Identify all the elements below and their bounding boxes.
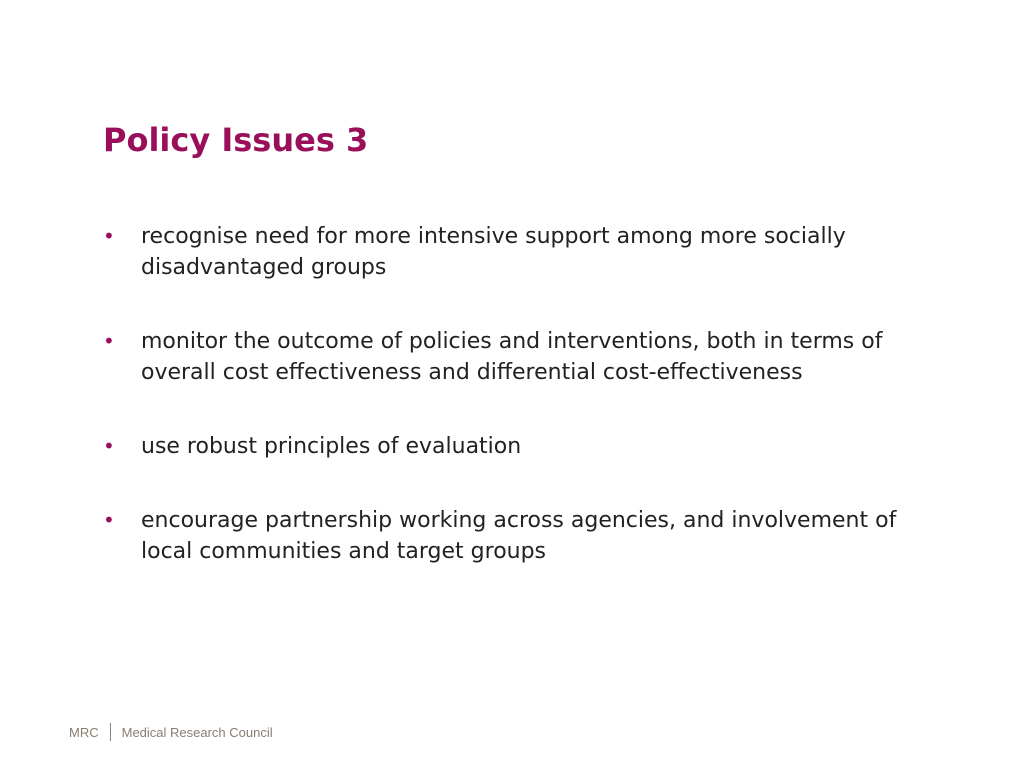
bullet-list <box>103 221 923 610</box>
bullet-marker: • <box>103 434 115 458</box>
bullet-marker: • <box>103 329 115 353</box>
bullet-item <box>103 221 923 283</box>
bullet-marker: • <box>103 224 115 248</box>
footer-logo <box>69 723 273 741</box>
bullet-text: monitor the outcome of policies and interventions, both in terms of overall cost effectiveness and differential cost-effectiveness <box>141 329 883 385</box>
bullet-text: use robust principles of evaluation <box>141 434 522 459</box>
slide-title: Policy Issues 3 <box>103 121 369 159</box>
footer-divider <box>110 723 111 741</box>
bullet-marker: • <box>103 508 115 532</box>
footer-abbr: MRC <box>69 724 99 740</box>
bullet-item <box>103 505 923 567</box>
bullet-text: encourage partnership working across agencies, and involvement of local communities and target groups <box>141 508 897 564</box>
footer-org-name: Medical Research Council <box>121 724 273 740</box>
bullet-item <box>103 431 923 462</box>
bullet-item <box>103 326 923 388</box>
bullet-text: recognise need for more intensive support among more socially disadvantaged groups <box>141 224 846 280</box>
